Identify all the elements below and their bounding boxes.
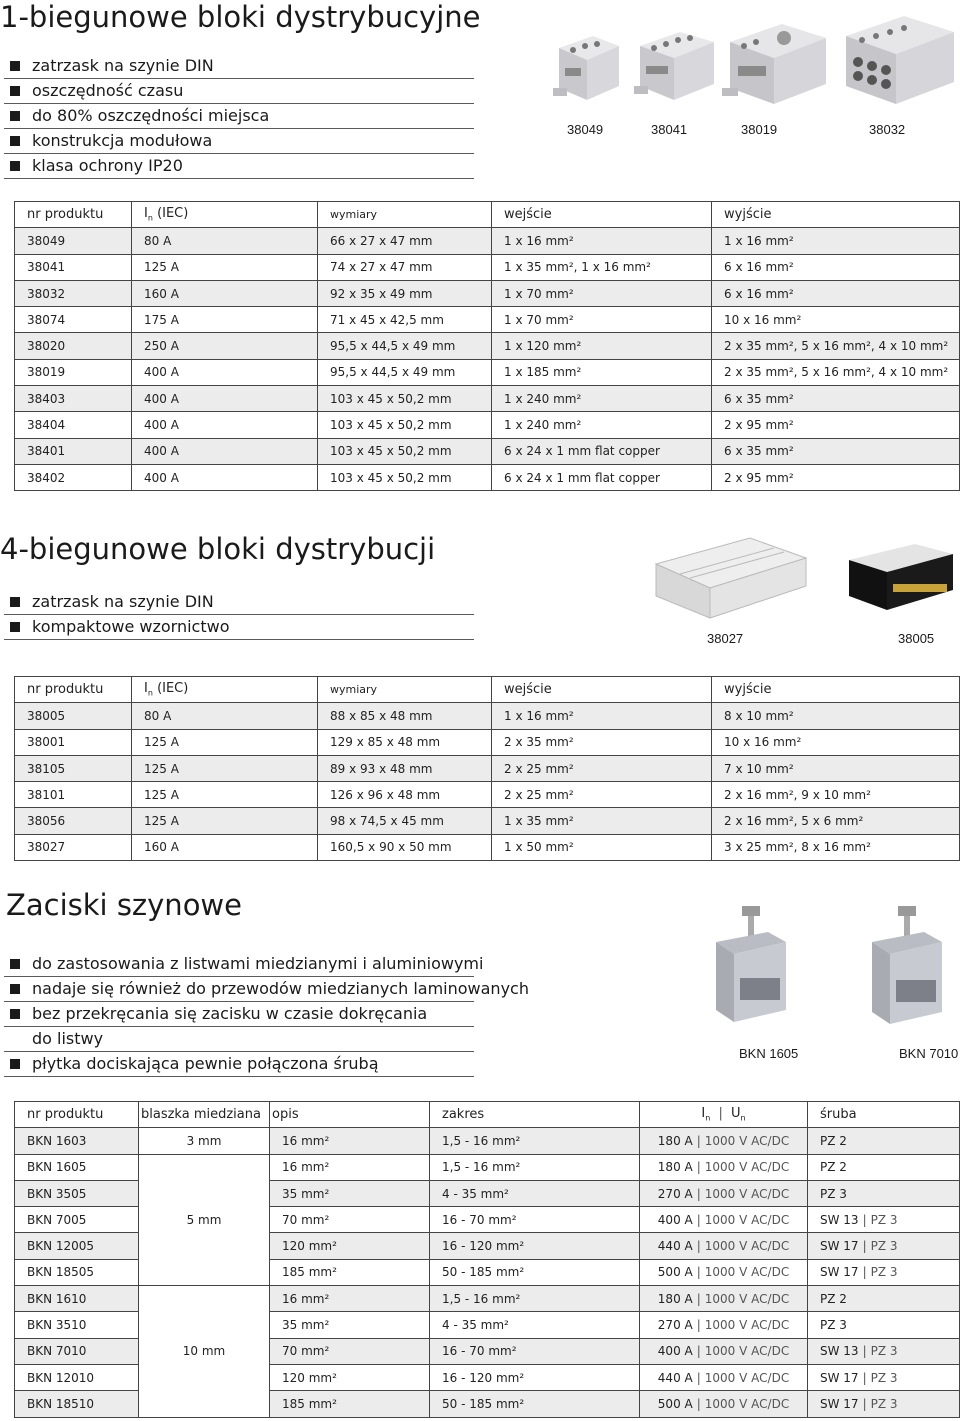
product-image-38049 [553, 28, 623, 106]
cell-output: 1 x 16 mm² [712, 228, 960, 254]
table-row [15, 228, 960, 254]
cell-range: 1,5 - 16 mm² [430, 1286, 640, 1312]
bullet-square-icon [10, 984, 20, 994]
feature-item: bez przekręcania się zacisku w czasie dokręcania [4, 1002, 474, 1027]
table-row [15, 438, 960, 464]
table-row [15, 703, 960, 729]
cell-dimensions: 98 x 74,5 x 45 mm [318, 808, 492, 834]
table-row [15, 1286, 960, 1312]
cell-rated-current: 250 A [132, 333, 318, 359]
cell-product-number: BKN 7010 [15, 1338, 139, 1364]
section3-title: Zaciski szynowe [6, 888, 242, 922]
section2-feature-list [4, 590, 474, 640]
cell-product-number: 38027 [15, 834, 132, 860]
cell-description: 70 mm² [270, 1338, 430, 1364]
feature-item: klasa ochrony IP20 [4, 154, 474, 179]
cell-current-voltage: 270 A | 1000 V AC/DC [640, 1180, 808, 1206]
cell-dimensions: 66 x 27 x 47 mm [318, 228, 492, 254]
cell-dimensions: 160,5 x 90 x 50 mm [318, 834, 492, 860]
cell-output: 2 x 35 mm², 5 x 16 mm², 4 x 10 mm² [712, 333, 960, 359]
cell-product-number: 38049 [15, 228, 132, 254]
cell-output: 6 x 35 mm² [712, 438, 960, 464]
cell-screw: SW 13 | PZ 3 [808, 1338, 960, 1364]
table-row [15, 412, 960, 438]
section1-spec-table [14, 201, 960, 491]
cell-product-number: 38401 [15, 438, 132, 464]
bullet-square-icon [10, 86, 20, 96]
cell-input: 1 x 70 mm² [492, 307, 712, 333]
cell-output: 10 x 16 mm² [712, 307, 960, 333]
header-output: wyjście [712, 677, 960, 703]
cell-input: 1 x 16 mm² [492, 228, 712, 254]
cell-rated-current: 125 A [132, 254, 318, 280]
cell-rated-current: 80 A [132, 228, 318, 254]
table-header-row [15, 202, 960, 228]
table-row [15, 280, 960, 306]
cell-screw: SW 17 | PZ 3 [808, 1259, 960, 1285]
header-product-number: nr produktu [15, 202, 132, 228]
cell-product-number: BKN 1610 [15, 1286, 139, 1312]
bullet-square-icon [10, 1009, 20, 1019]
product-image-38027 [650, 530, 810, 622]
cell-product-number: BKN 18505 [15, 1259, 139, 1285]
cell-output: 8 x 10 mm² [712, 703, 960, 729]
product-caption: 38032 [869, 122, 906, 137]
bullet-square-icon [10, 136, 20, 146]
table-row [15, 834, 960, 860]
cell-product-number: BKN 3505 [15, 1180, 139, 1206]
cell-product-number: 38105 [15, 755, 132, 781]
header-product-number: nr produktu [15, 677, 132, 703]
section1-feature-list [4, 54, 474, 179]
product-caption: 38005 [898, 631, 935, 646]
cell-screw: PZ 3 [808, 1180, 960, 1206]
cell-current-voltage: 500 A | 1000 V AC/DC [640, 1391, 808, 1417]
cell-dimensions: 88 x 85 x 48 mm [318, 703, 492, 729]
table-row [15, 254, 960, 280]
cell-current-voltage: 500 A | 1000 V AC/DC [640, 1259, 808, 1285]
cell-output: 2 x 35 mm², 5 x 16 mm², 4 x 10 mm² [712, 359, 960, 385]
cell-output: 7 x 10 mm² [712, 755, 960, 781]
cell-input: 2 x 25 mm² [492, 782, 712, 808]
cell-dimensions: 103 x 45 x 50,2 mm [318, 464, 492, 490]
cell-dimensions: 126 x 96 x 48 mm [318, 782, 492, 808]
header-product-number: nr produktu [15, 1102, 139, 1128]
cell-product-number: 38019 [15, 359, 132, 385]
cell-product-number: 38041 [15, 254, 132, 280]
cell-copper-bar: 5 mm [139, 1154, 270, 1285]
cell-screw: SW 17 | PZ 3 [808, 1233, 960, 1259]
cell-output: 2 x 16 mm², 9 x 10 mm² [712, 782, 960, 808]
cell-dimensions: 95,5 x 44,5 x 49 mm [318, 333, 492, 359]
cell-input: 1 x 70 mm² [492, 280, 712, 306]
header-rated-current: $I_n$ (IEC) [132, 202, 318, 228]
cell-product-number: 38404 [15, 412, 132, 438]
cell-rated-current: 125 A [132, 808, 318, 834]
cell-range: 16 - 120 mm² [430, 1233, 640, 1259]
cell-rated-current: 400 A [132, 412, 318, 438]
bullet-square-icon [10, 959, 20, 969]
product-caption: BKN 7010 [899, 1046, 959, 1061]
product-image-38032 [838, 6, 958, 110]
feature-item: do zastosowania z listwami miedzianymi i aluminiowymi [4, 952, 474, 977]
cell-product-number: BKN 7005 [15, 1207, 139, 1233]
cell-current-voltage: 270 A | 1000 V AC/DC [640, 1312, 808, 1338]
cell-rated-current: 400 A [132, 464, 318, 490]
cell-input: 1 x 120 mm² [492, 333, 712, 359]
table-header-row [15, 1102, 960, 1128]
cell-rated-current: 160 A [132, 280, 318, 306]
cell-input: 2 x 35 mm² [492, 729, 712, 755]
product-caption: 38019 [741, 122, 778, 137]
table-row [15, 755, 960, 781]
cell-product-number: BKN 1605 [15, 1154, 139, 1180]
cell-product-number: 38001 [15, 729, 132, 755]
header-dimensions: wymiary [318, 202, 492, 228]
cell-range: 4 - 35 mm² [430, 1312, 640, 1338]
cell-copper-bar: 3 mm [139, 1128, 270, 1154]
cell-rated-current: 160 A [132, 834, 318, 860]
cell-input: 1 x 35 mm², 1 x 16 mm² [492, 254, 712, 280]
bullet-square-icon [10, 1059, 20, 1069]
cell-description: 185 mm² [270, 1259, 430, 1285]
cell-dimensions: 71 x 45 x 42,5 mm [318, 307, 492, 333]
cell-product-number: 38101 [15, 782, 132, 808]
table-row [15, 464, 960, 490]
cell-product-number: BKN 12005 [15, 1233, 139, 1259]
cell-dimensions: 129 x 85 x 48 mm [318, 729, 492, 755]
cell-current-voltage: 400 A | 1000 V AC/DC [640, 1207, 808, 1233]
cell-screw: PZ 2 [808, 1286, 960, 1312]
cell-product-number: BKN 12010 [15, 1364, 139, 1390]
cell-input: 1 x 240 mm² [492, 412, 712, 438]
cell-product-number: 38402 [15, 464, 132, 490]
cell-output: 6 x 16 mm² [712, 280, 960, 306]
bullet-square-icon [10, 597, 20, 607]
cell-product-number: 38005 [15, 703, 132, 729]
cell-product-number: 38403 [15, 386, 132, 412]
bullet-square-icon [10, 111, 20, 121]
cell-output: 2 x 16 mm², 5 x 6 mm² [712, 808, 960, 834]
cell-rated-current: 400 A [132, 438, 318, 464]
cell-range: 16 - 70 mm² [430, 1207, 640, 1233]
section1-title: 1-biegunowe bloki dystrybucyjne [0, 0, 481, 34]
bullet-square-icon [10, 161, 20, 171]
cell-range: 4 - 35 mm² [430, 1180, 640, 1206]
product-image-38041 [634, 24, 718, 106]
cell-range: 50 - 185 mm² [430, 1391, 640, 1417]
feature-item: oszczędność czasu [4, 79, 474, 104]
cell-description: 16 mm² [270, 1154, 430, 1180]
cell-product-number: BKN 3510 [15, 1312, 139, 1338]
cell-product-number: 38074 [15, 307, 132, 333]
cell-screw: SW 13 | PZ 3 [808, 1207, 960, 1233]
section3-spec-table [14, 1101, 960, 1418]
cell-range: 16 - 120 mm² [430, 1364, 640, 1390]
cell-output: 6 x 35 mm² [712, 386, 960, 412]
product-image-38005 [845, 540, 957, 616]
feature-item-continuation: do listwy [4, 1027, 474, 1052]
cell-current-voltage: 400 A | 1000 V AC/DC [640, 1338, 808, 1364]
product-caption: 38041 [651, 122, 688, 137]
cell-product-number: 38032 [15, 280, 132, 306]
section3-feature-list [4, 952, 529, 1077]
cell-product-number: 38020 [15, 333, 132, 359]
product-caption: 38027 [707, 631, 744, 646]
cell-input: 1 x 35 mm² [492, 808, 712, 834]
cell-screw: SW 17 | PZ 3 [808, 1364, 960, 1390]
cell-description: 35 mm² [270, 1180, 430, 1206]
header-rated-current: $I_n$ (IEC) [132, 677, 318, 703]
cell-rated-current: 125 A [132, 729, 318, 755]
feature-item: płytka dociskająca pewnie połączona śrubą [4, 1052, 474, 1077]
cell-description: 70 mm² [270, 1207, 430, 1233]
cell-range: 1,5 - 16 mm² [430, 1154, 640, 1180]
cell-input: 1 x 240 mm² [492, 386, 712, 412]
feature-item: nadaje się również do przewodów miedzianych laminowanych [4, 977, 474, 1002]
cell-output: 6 x 16 mm² [712, 254, 960, 280]
table-row [15, 1154, 960, 1180]
table-row [15, 386, 960, 412]
cell-description: 16 mm² [270, 1286, 430, 1312]
cell-input: 1 x 16 mm² [492, 703, 712, 729]
cell-input: 6 x 24 x 1 mm flat copper [492, 464, 712, 490]
cell-dimensions: 103 x 45 x 50,2 mm [318, 438, 492, 464]
section2-spec-table [14, 676, 960, 861]
product-image-bkn-1605 [706, 902, 796, 1040]
product-caption: BKN 1605 [739, 1046, 799, 1061]
cell-rated-current: 400 A [132, 386, 318, 412]
cell-current-voltage: 180 A | 1000 V AC/DC [640, 1286, 808, 1312]
header-range: zakres [430, 1102, 640, 1128]
cell-rated-current: 80 A [132, 703, 318, 729]
cell-dimensions: 89 x 93 x 48 mm [318, 755, 492, 781]
cell-output: 2 x 95 mm² [712, 464, 960, 490]
table-row [15, 359, 960, 385]
cell-screw: PZ 2 [808, 1154, 960, 1180]
cell-description: 16 mm² [270, 1128, 430, 1154]
product-image-38019 [722, 14, 832, 108]
feature-item: zatrzask na szynie DIN [4, 54, 474, 79]
header-output: wyjście [712, 202, 960, 228]
table-row [15, 307, 960, 333]
feature-item: konstrukcja modułowa [4, 129, 474, 154]
header-description: opis [270, 1102, 430, 1128]
feature-item: kompaktowe wzornictwo [4, 615, 474, 640]
header-input: wejście [492, 202, 712, 228]
header-screw: śruba [808, 1102, 960, 1128]
cell-copper-bar: 10 mm [139, 1286, 270, 1417]
cell-input: 2 x 25 mm² [492, 755, 712, 781]
table-row [15, 782, 960, 808]
cell-output: 3 x 25 mm², 8 x 16 mm² [712, 834, 960, 860]
cell-output: 10 x 16 mm² [712, 729, 960, 755]
table-row [15, 333, 960, 359]
cell-range: 1,5 - 16 mm² [430, 1128, 640, 1154]
section2-title: 4-biegunowe bloki dystrybucji [0, 532, 436, 566]
cell-description: 120 mm² [270, 1364, 430, 1390]
cell-description: 120 mm² [270, 1233, 430, 1259]
header-dimensions: wymiary [318, 677, 492, 703]
table-header-row [15, 677, 960, 703]
product-caption: 38049 [567, 122, 604, 137]
table-row [15, 729, 960, 755]
bullet-square-icon [10, 622, 20, 632]
cell-rated-current: 400 A [132, 359, 318, 385]
cell-current-voltage: 180 A | 1000 V AC/DC [640, 1154, 808, 1180]
cell-current-voltage: 440 A | 1000 V AC/DC [640, 1233, 808, 1259]
cell-product-number: BKN 18510 [15, 1391, 139, 1417]
cell-screw: PZ 2 [808, 1128, 960, 1154]
header-input: wejście [492, 677, 712, 703]
cell-rated-current: 125 A [132, 782, 318, 808]
cell-input: 6 x 24 x 1 mm flat copper [492, 438, 712, 464]
cell-current-voltage: 440 A | 1000 V AC/DC [640, 1364, 808, 1390]
cell-rated-current: 175 A [132, 307, 318, 333]
cell-input: 1 x 50 mm² [492, 834, 712, 860]
header-copper-bar: blaszka miedziana [139, 1102, 270, 1128]
table-row [15, 808, 960, 834]
cell-current-voltage: 180 A | 1000 V AC/DC [640, 1128, 808, 1154]
cell-screw: SW 17 | PZ 3 [808, 1391, 960, 1417]
cell-dimensions: 95,5 x 44,5 x 49 mm [318, 359, 492, 385]
cell-input: 1 x 185 mm² [492, 359, 712, 385]
cell-dimensions: 103 x 45 x 50,2 mm [318, 412, 492, 438]
cell-dimensions: 92 x 35 x 49 mm [318, 280, 492, 306]
feature-item: do 80% oszczędności miejsca [4, 104, 474, 129]
table-row [15, 1128, 960, 1154]
cell-product-number: BKN 1603 [15, 1128, 139, 1154]
cell-description: 185 mm² [270, 1391, 430, 1417]
cell-rated-current: 125 A [132, 755, 318, 781]
header-current-voltage: $I_n$ | $U_n$ [640, 1102, 808, 1128]
cell-range: 50 - 185 mm² [430, 1259, 640, 1285]
product-image-bkn-7010 [862, 902, 952, 1040]
feature-item: zatrzask na szynie DIN [4, 590, 474, 615]
cell-dimensions: 103 x 45 x 50,2 mm [318, 386, 492, 412]
cell-dimensions: 74 x 27 x 47 mm [318, 254, 492, 280]
bullet-square-icon [10, 61, 20, 71]
cell-description: 35 mm² [270, 1312, 430, 1338]
cell-product-number: 38056 [15, 808, 132, 834]
cell-screw: PZ 3 [808, 1312, 960, 1338]
cell-range: 16 - 70 mm² [430, 1338, 640, 1364]
cell-output: 2 x 95 mm² [712, 412, 960, 438]
